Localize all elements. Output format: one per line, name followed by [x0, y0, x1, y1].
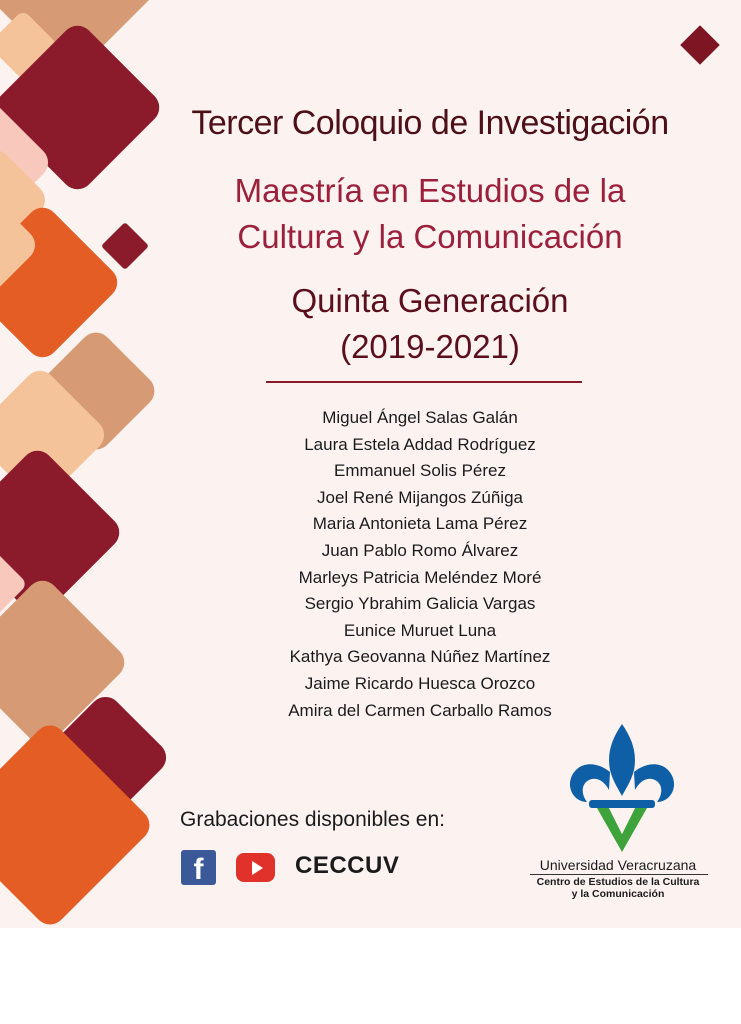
program-name [150, 168, 710, 260]
participant-name: Jaime Ricardo Huesca Orozco [304, 673, 536, 693]
participant-name: Laura Estela Addad Rodríguez [304, 434, 536, 454]
program-line-2: Cultura y la Comunicación [237, 218, 623, 255]
participant-name: Juan Pablo Romo Álvarez [321, 540, 519, 560]
participant-name: Sergio Ybrahim Galicia Vargas [304, 594, 536, 614]
program-line-1: Maestría en Estudios de la [234, 172, 626, 209]
participant-name: Emmanuel Solis Pérez [334, 461, 506, 481]
department-name [527, 876, 709, 900]
participant-name: Maria Antonieta Lama Pérez [312, 514, 528, 534]
recordings-label: Grabaciones disponibles en: [180, 808, 446, 831]
generation-line-1: Quinta Generación [291, 282, 569, 319]
participant-name: Marleys Patricia Meléndez Moré [298, 567, 542, 587]
participant-name: Amira del Carmen Carballo Ramos [288, 700, 552, 720]
university-divider [530, 874, 708, 875]
divider [266, 381, 582, 383]
participant-name: Eunice Muruet Luna [343, 620, 497, 640]
generation-years: (2019-2021) [340, 328, 520, 365]
generation-heading [150, 278, 710, 370]
youtube-icon[interactable] [236, 853, 275, 882]
department-line-1: Centro de Estudios de la Cultura [536, 876, 700, 888]
channel-handle: CECCUV [295, 852, 400, 879]
facebook-icon[interactable]: f [181, 850, 216, 885]
participant-name: Miguel Ángel Salas Galán [322, 408, 518, 427]
participant-name: Joel René Mijangos Zúñiga [316, 487, 523, 507]
university-logo [567, 720, 677, 855]
participant-list [250, 405, 590, 724]
participant-name: Kathya Geovanna Núñez Martínez [289, 647, 551, 667]
department-line-2: y la Comunicación [571, 888, 665, 900]
event-title: Tercer Coloquio de Investigación [191, 104, 669, 142]
university-name: Universidad Veracruzana [539, 857, 697, 873]
corner-diamond [680, 25, 720, 65]
